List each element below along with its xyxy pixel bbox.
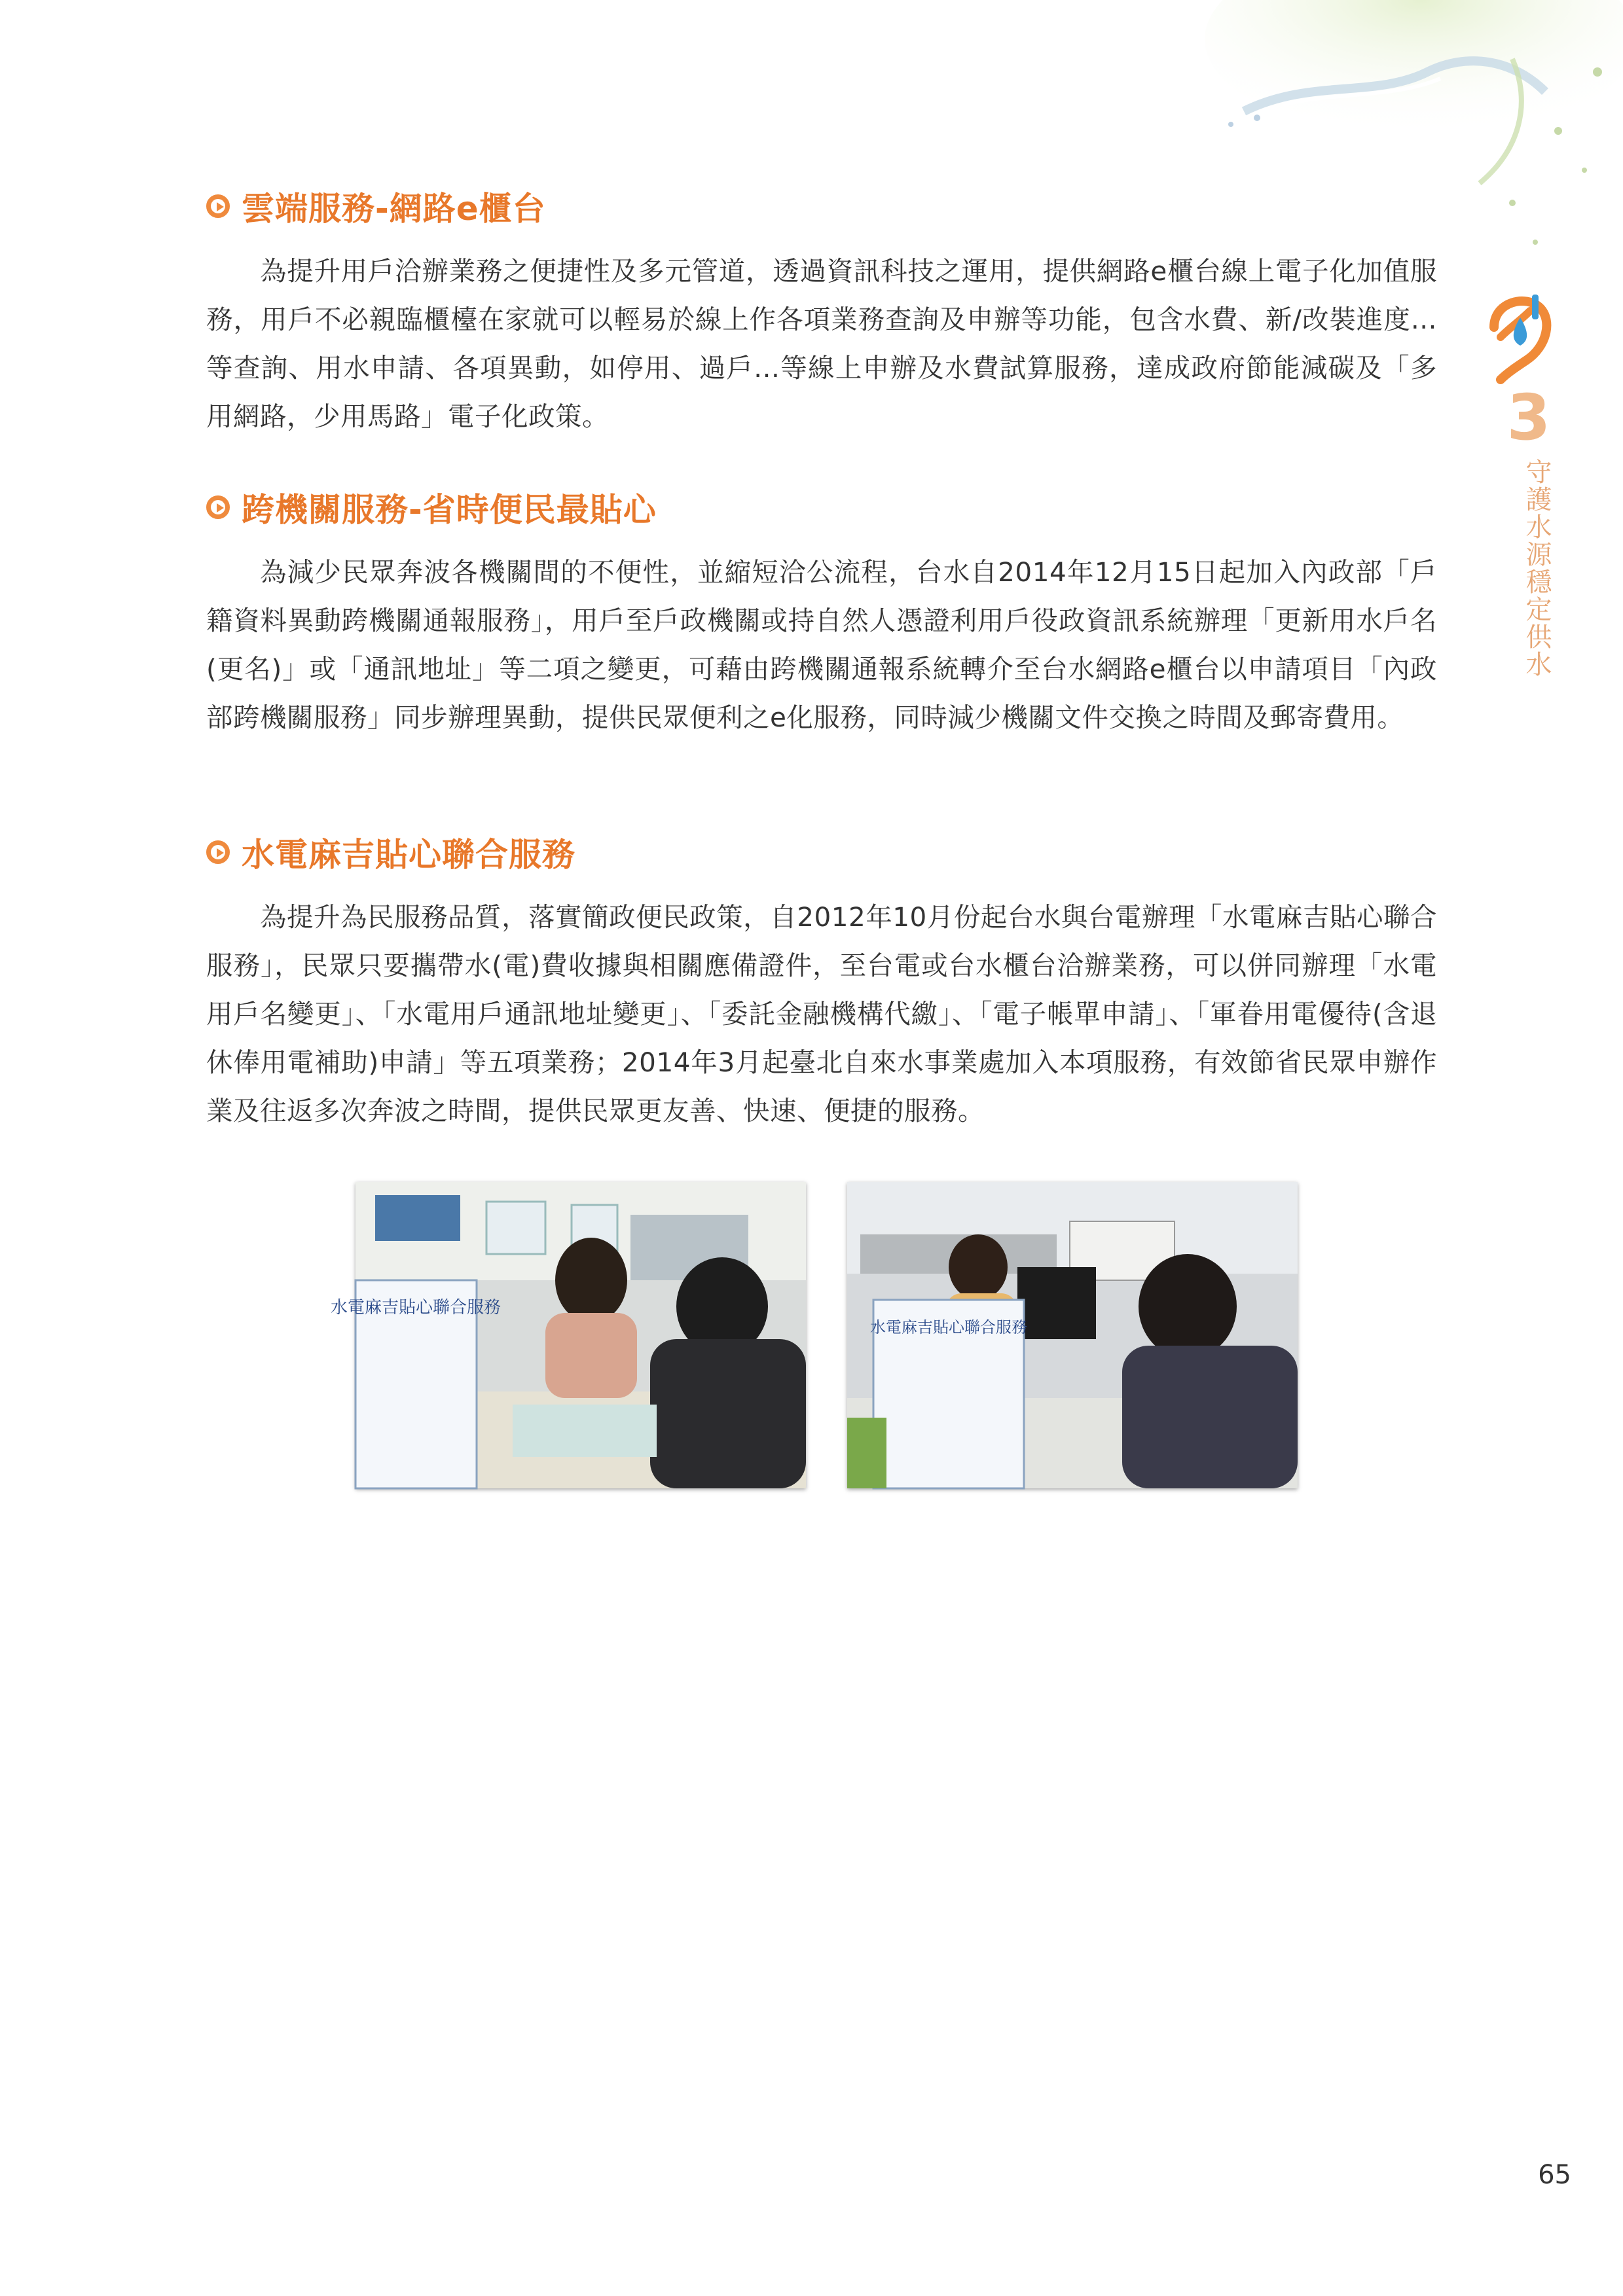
play-bullet-icon xyxy=(206,840,230,864)
counter-sign-text: 水電麻吉貼心聯合服務 xyxy=(870,1318,1027,1336)
service-counter-photo xyxy=(847,1182,1298,1488)
play-bullet-icon xyxy=(206,194,230,218)
water-hand-icon xyxy=(1481,288,1566,386)
page-number: 65 xyxy=(1538,2160,1571,2190)
section-body: 為減少民眾奔波各機關間的不便性，並縮短洽公流程，台水自2014年12月15日起加入內政部「戶籍資料異動跨機關通報服務」，用戶至戶政機關或持自然人憑證利用戶役政資訊系統辦理「更新用水戶名(更名)」或「通訊地址」等二項之變更，可藉由跨機關通報系統轉介至台水網路e櫃台以申請項目「內政部跨機關服務」同步辦理異動，提供民眾便利之e化服務，同時減少機關文件交換之時間及郵寄費用。 xyxy=(206,556,1437,733)
section-cross-agency-service xyxy=(206,481,1437,742)
section-heading xyxy=(206,826,1437,878)
section-body: 為提升為民服務品質，落實簡政便民政策，自2012年10月份起台水與台電辦理「水電麻吉貼心聯合服務」，民眾只要攜帶水(電)費收據與相關應備證件，至台電或台水櫃台洽辦業務，可以併同辦理「水電用戶名變更」、「水電用戶通訊地址變更」、「委託金融機構代繳」、「電子帳單申請」、「軍眷用電優待(含退休俸用電補助)申請」等五項業務；2014年3月起臺北自來水事業處加入本項服務，有效節省民眾申辦作業及往返多次奔波之時間，提供民眾更友善、快速、便捷的服務。 xyxy=(206,901,1437,1126)
service-counter-photo xyxy=(330,1182,806,1488)
section-cloud-service xyxy=(206,180,1437,440)
play-bullet-icon xyxy=(206,495,230,519)
chapter-title: 守護水源穩定供水 xyxy=(1522,458,1552,678)
chapter-number: 3 xyxy=(1506,381,1551,454)
section-title: 水電麻吉貼心聯合服務 xyxy=(242,836,575,874)
section-title: 雲端服務-網路e櫃台 xyxy=(242,190,546,228)
section-joint-service xyxy=(206,826,1437,1135)
counter-sign-text: 水電麻吉貼心聯合服務 xyxy=(330,1298,501,1318)
section-heading xyxy=(206,180,1437,232)
section-title: 跨機關服務-省時便民最貼心 xyxy=(242,491,657,529)
section-body: 為提升用戶洽辦業務之便捷性及多元管道，透過資訊科技之運用，提供網路e櫃台線上電子化加值服務，用戶不必親臨櫃檯在家就可以輕易於線上作各項業務查詢及申辦等功能，包含水費、新/改裝進度...等查詢、用水申請、各項異動，如停用、過戶...等線上申辦及水費試算服務，達成政府節能減碳及「多用網路，少用馬路」電子化政策。 xyxy=(206,255,1437,432)
section-heading xyxy=(206,481,1437,533)
